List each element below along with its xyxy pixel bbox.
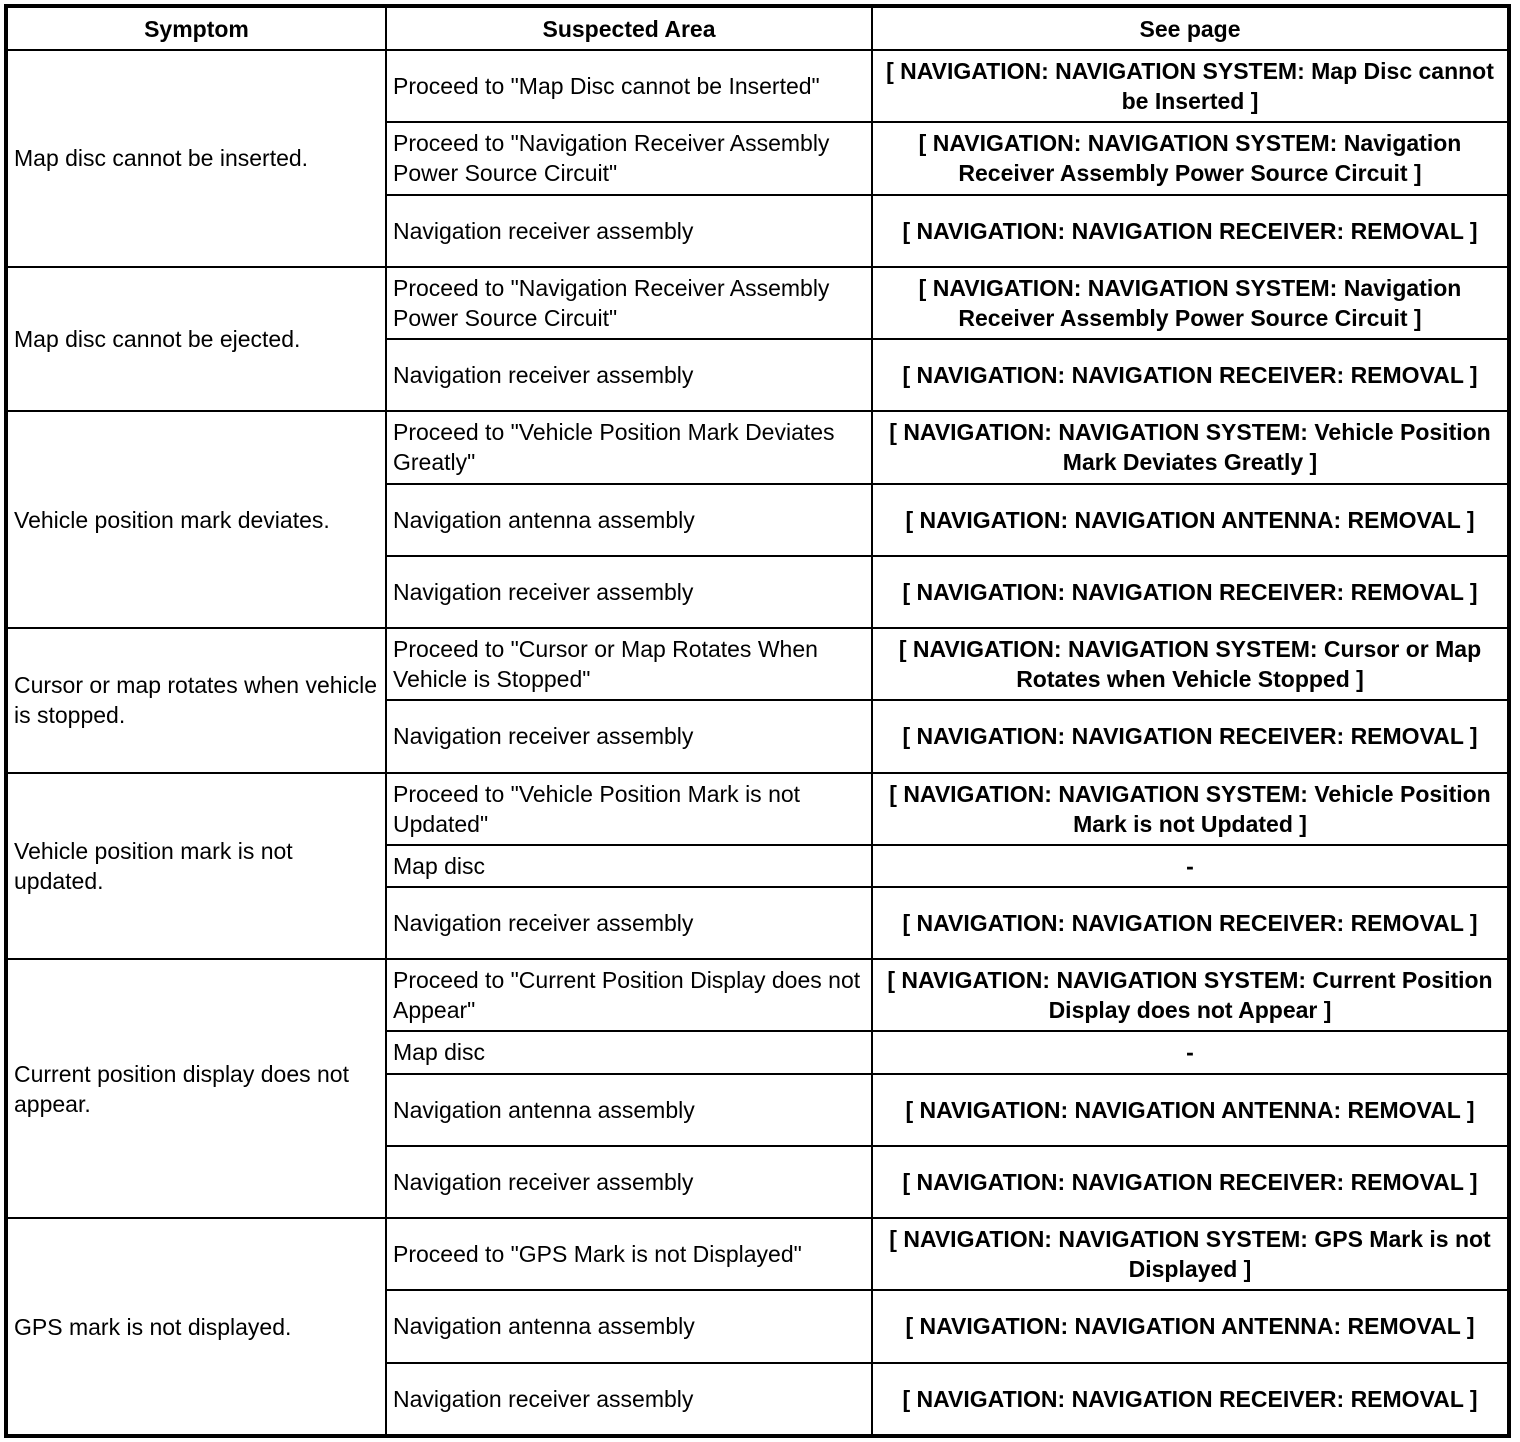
header-row: [7, 7, 1508, 50]
see-page-cell: -: [872, 845, 1508, 887]
see-page-link[interactable]: [ NAVIGATION: NAVIGATION RECEIVER: REMOVAL ]: [872, 1146, 1508, 1218]
see-page-link[interactable]: [ NAVIGATION: NAVIGATION SYSTEM: Navigation Receiver Assembly Power Source Circuit ]: [872, 267, 1508, 339]
suspected-area-cell: Navigation receiver assembly: [386, 1146, 872, 1218]
see-page-link[interactable]: [ NAVIGATION: NAVIGATION SYSTEM: Cursor or Map Rotates when Vehicle Stopped ]: [872, 628, 1508, 700]
symptom-cell: Current position display does not appear.: [7, 959, 386, 1218]
see-page-link[interactable]: [ NAVIGATION: NAVIGATION SYSTEM: GPS Mark is not Displayed ]: [872, 1218, 1508, 1290]
table-row: [7, 959, 1508, 1031]
table-row: [7, 1218, 1508, 1290]
see-page-link[interactable]: [ NAVIGATION: NAVIGATION RECEIVER: REMOVAL ]: [872, 887, 1508, 959]
suspected-area-cell: Proceed to "Cursor or Map Rotates When Vehicle is Stopped": [386, 628, 872, 700]
see-page-link[interactable]: [ NAVIGATION: NAVIGATION SYSTEM: Vehicle Position Mark is not Updated ]: [872, 773, 1508, 845]
see-page-link[interactable]: [ NAVIGATION: NAVIGATION RECEIVER: REMOVAL ]: [872, 339, 1508, 411]
see-page-link[interactable]: [ NAVIGATION: NAVIGATION RECEIVER: REMOVAL ]: [872, 700, 1508, 772]
suspected-area-cell: Navigation antenna assembly: [386, 1074, 872, 1146]
header-symptom: Symptom: [7, 7, 386, 50]
suspected-area-cell: Proceed to "Map Disc cannot be Inserted": [386, 50, 872, 122]
see-page-cell: -: [872, 1031, 1508, 1073]
see-page-link[interactable]: [ NAVIGATION: NAVIGATION SYSTEM: Current Position Display does not Appear ]: [872, 959, 1508, 1031]
suspected-area-cell: Navigation receiver assembly: [386, 556, 872, 628]
see-page-link[interactable]: [ NAVIGATION: NAVIGATION ANTENNA: REMOVAL ]: [872, 1290, 1508, 1362]
suspected-area-cell: Navigation antenna assembly: [386, 1290, 872, 1362]
see-page-link[interactable]: [ NAVIGATION: NAVIGATION SYSTEM: Map Disc cannot be Inserted ]: [872, 50, 1508, 122]
see-page-link[interactable]: [ NAVIGATION: NAVIGATION SYSTEM: Vehicle Position Mark Deviates Greatly ]: [872, 411, 1508, 483]
suspected-area-cell: Navigation antenna assembly: [386, 484, 872, 556]
header-suspected-area: Suspected Area: [386, 7, 872, 50]
table-row: [7, 628, 1508, 700]
suspected-area-cell: Navigation receiver assembly: [386, 339, 872, 411]
table-row: [7, 773, 1508, 845]
header-see-page: See page: [872, 7, 1508, 50]
see-page-link[interactable]: [ NAVIGATION: NAVIGATION ANTENNA: REMOVAL ]: [872, 484, 1508, 556]
suspected-area-cell: Proceed to "Vehicle Position Mark is not Updated": [386, 773, 872, 845]
suspected-area-cell: Navigation receiver assembly: [386, 887, 872, 959]
see-page-link[interactable]: [ NAVIGATION: NAVIGATION SYSTEM: Navigation Receiver Assembly Power Source Circuit ]: [872, 122, 1508, 194]
symptom-cell: Map disc cannot be ejected.: [7, 267, 386, 412]
suspected-area-cell: Map disc: [386, 1031, 872, 1073]
symptom-cell: GPS mark is not displayed.: [7, 1218, 386, 1435]
see-page-link[interactable]: [ NAVIGATION: NAVIGATION RECEIVER: REMOVAL ]: [872, 556, 1508, 628]
see-page-link[interactable]: [ NAVIGATION: NAVIGATION RECEIVER: REMOVAL ]: [872, 195, 1508, 267]
symptom-cell: Vehicle position mark deviates.: [7, 411, 386, 628]
suspected-area-cell: Map disc: [386, 845, 872, 887]
table-row: [7, 50, 1508, 122]
suspected-area-cell: Proceed to "Current Position Display does not Appear": [386, 959, 872, 1031]
suspected-area-cell: Proceed to "Navigation Receiver Assembly Power Source Circuit": [386, 267, 872, 339]
symptom-cell: Map disc cannot be inserted.: [7, 50, 386, 267]
suspected-area-cell: Proceed to "Navigation Receiver Assembly Power Source Circuit": [386, 122, 872, 194]
symptom-table: [6, 6, 1509, 1436]
suspected-area-cell: Navigation receiver assembly: [386, 195, 872, 267]
see-page-link[interactable]: [ NAVIGATION: NAVIGATION ANTENNA: REMOVAL ]: [872, 1074, 1508, 1146]
symptom-cell: Cursor or map rotates when vehicle is stopped.: [7, 628, 386, 773]
suspected-area-cell: Navigation receiver assembly: [386, 1363, 872, 1435]
table-row: [7, 411, 1508, 483]
suspected-area-cell: Navigation receiver assembly: [386, 700, 872, 772]
symptom-cell: Vehicle position mark is not updated.: [7, 773, 386, 960]
table-row: [7, 267, 1508, 339]
see-page-link[interactable]: [ NAVIGATION: NAVIGATION RECEIVER: REMOVAL ]: [872, 1363, 1508, 1435]
suspected-area-cell: Proceed to "GPS Mark is not Displayed": [386, 1218, 872, 1290]
suspected-area-cell: Proceed to "Vehicle Position Mark Deviates Greatly": [386, 411, 872, 483]
